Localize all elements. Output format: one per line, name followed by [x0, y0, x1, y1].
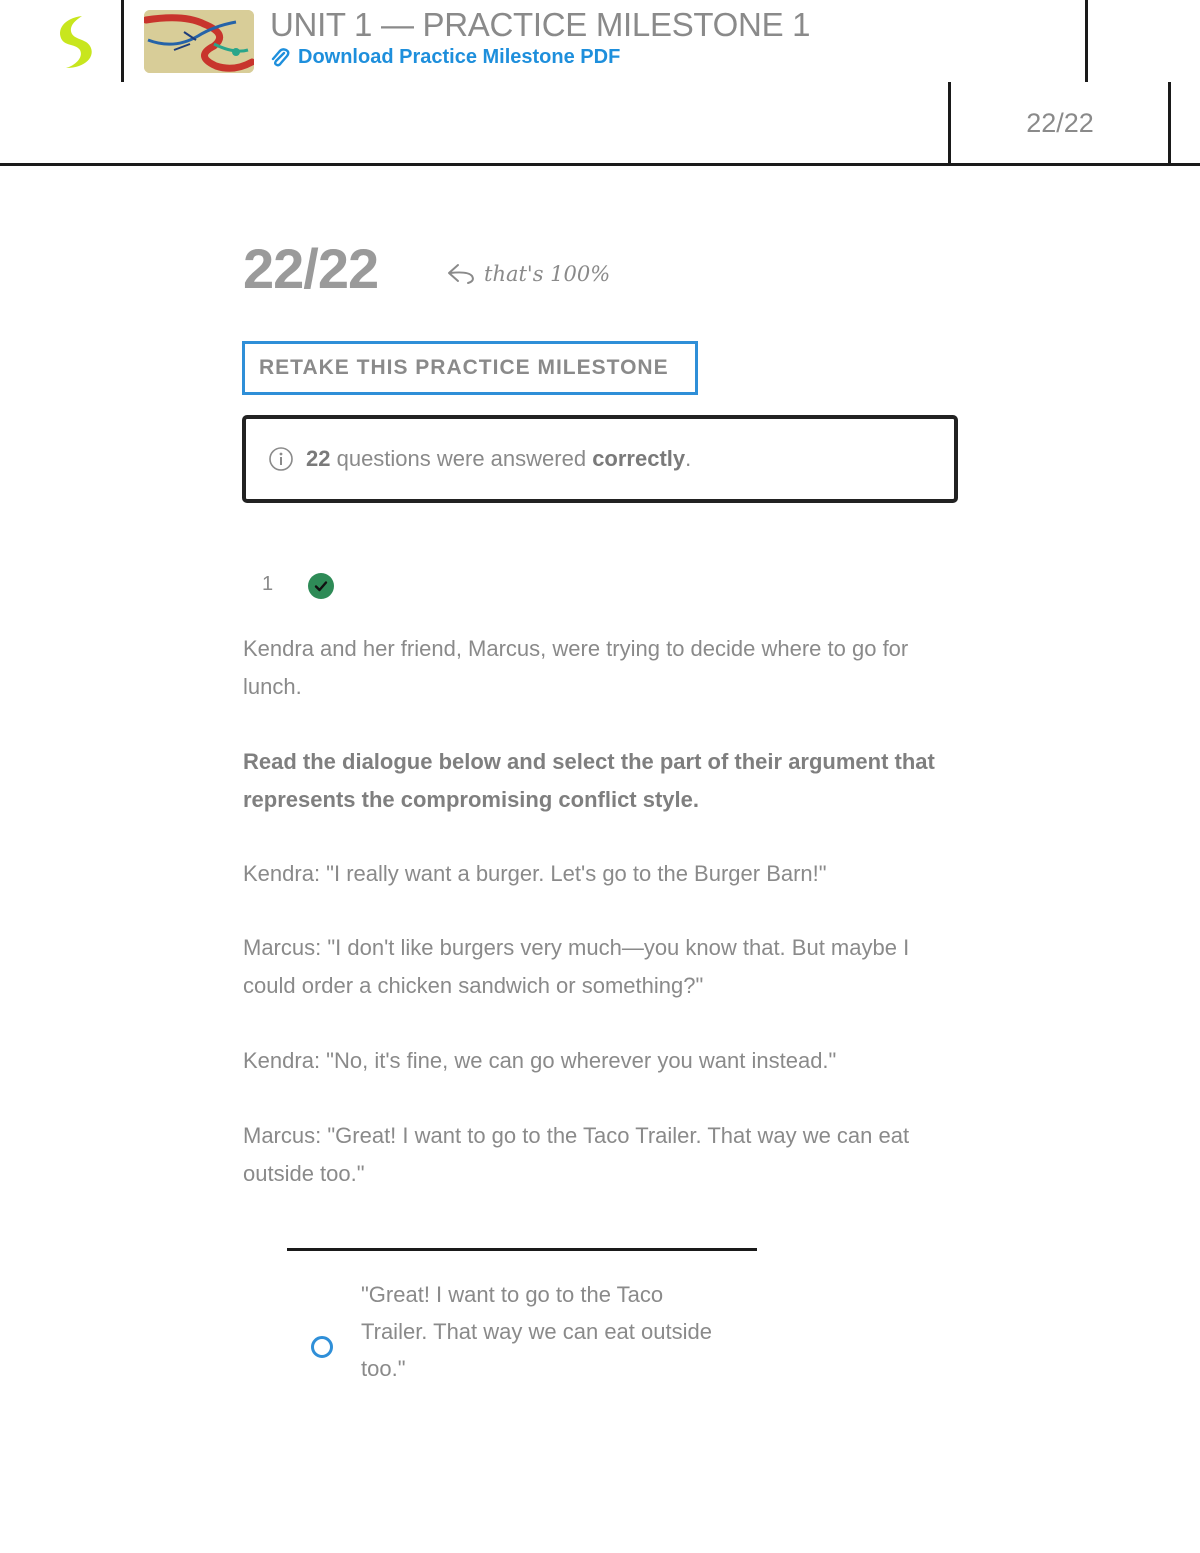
- score-annotation-text: that's 100%: [484, 262, 611, 286]
- download-pdf-link[interactable]: [270, 46, 620, 69]
- retake-milestone-button[interactable]: RETAKE THIS PRACTICE MILESTONE: [242, 341, 698, 395]
- paperclip-icon: [270, 47, 290, 69]
- answer-radio[interactable]: [311, 1336, 333, 1358]
- info-icon: [268, 446, 294, 472]
- dialogue-line: Marcus: "Great! I want to go to the Taco Trailer. That way we can eat outside too.": [243, 1123, 910, 1186]
- download-pdf-label: Download Practice Milestone PDF: [298, 46, 621, 68]
- score-annotation: [446, 262, 610, 286]
- question-intro: Kendra and her friend, Marcus, were trying to decide where to go for lunch.: [243, 636, 909, 699]
- dialogue-line: Marcus: "I don't like burgers very much—you know that. But maybe I could order a chicken sandwich or something?": [243, 935, 910, 998]
- results-info-middle: questions were answered: [330, 446, 593, 471]
- header-divider: [1085, 0, 1088, 82]
- course-thumbnail: [144, 10, 254, 73]
- results-info-text: [306, 446, 691, 472]
- sophia-logo-icon[interactable]: [52, 14, 100, 70]
- dialogue-line: Kendra: "I really want a burger. Let's go to the Burger Barn!": [243, 861, 827, 886]
- results-info-emphasis: correctly: [592, 446, 686, 471]
- header-score: 22/22: [1026, 108, 1094, 138]
- header-rule: [0, 163, 1200, 166]
- score-display: 22/22: [243, 237, 379, 300]
- question-prompt: Read the dialogue below and select the part of their argument that represents the compromising conflict style.: [243, 749, 935, 812]
- page-title: UNIT 1 — PRACTICE MILESTONE 1: [270, 6, 811, 43]
- correct-count: 22: [306, 446, 331, 471]
- answer-option-text[interactable]: "Great! I want to go to the Taco Trailer. That way we can eat outside too.": [361, 1282, 712, 1381]
- arrow-back-icon: [446, 262, 478, 286]
- dialogue-line: Kendra: "No, it's fine, we can go wherever you want instead.": [243, 1048, 837, 1073]
- answer-divider: [287, 1248, 757, 1251]
- results-info-tail: .: [685, 446, 692, 471]
- question-number: 1: [262, 573, 274, 595]
- header-divider: [121, 0, 124, 82]
- results-info-box: [242, 415, 958, 503]
- correct-check-icon: [308, 573, 334, 599]
